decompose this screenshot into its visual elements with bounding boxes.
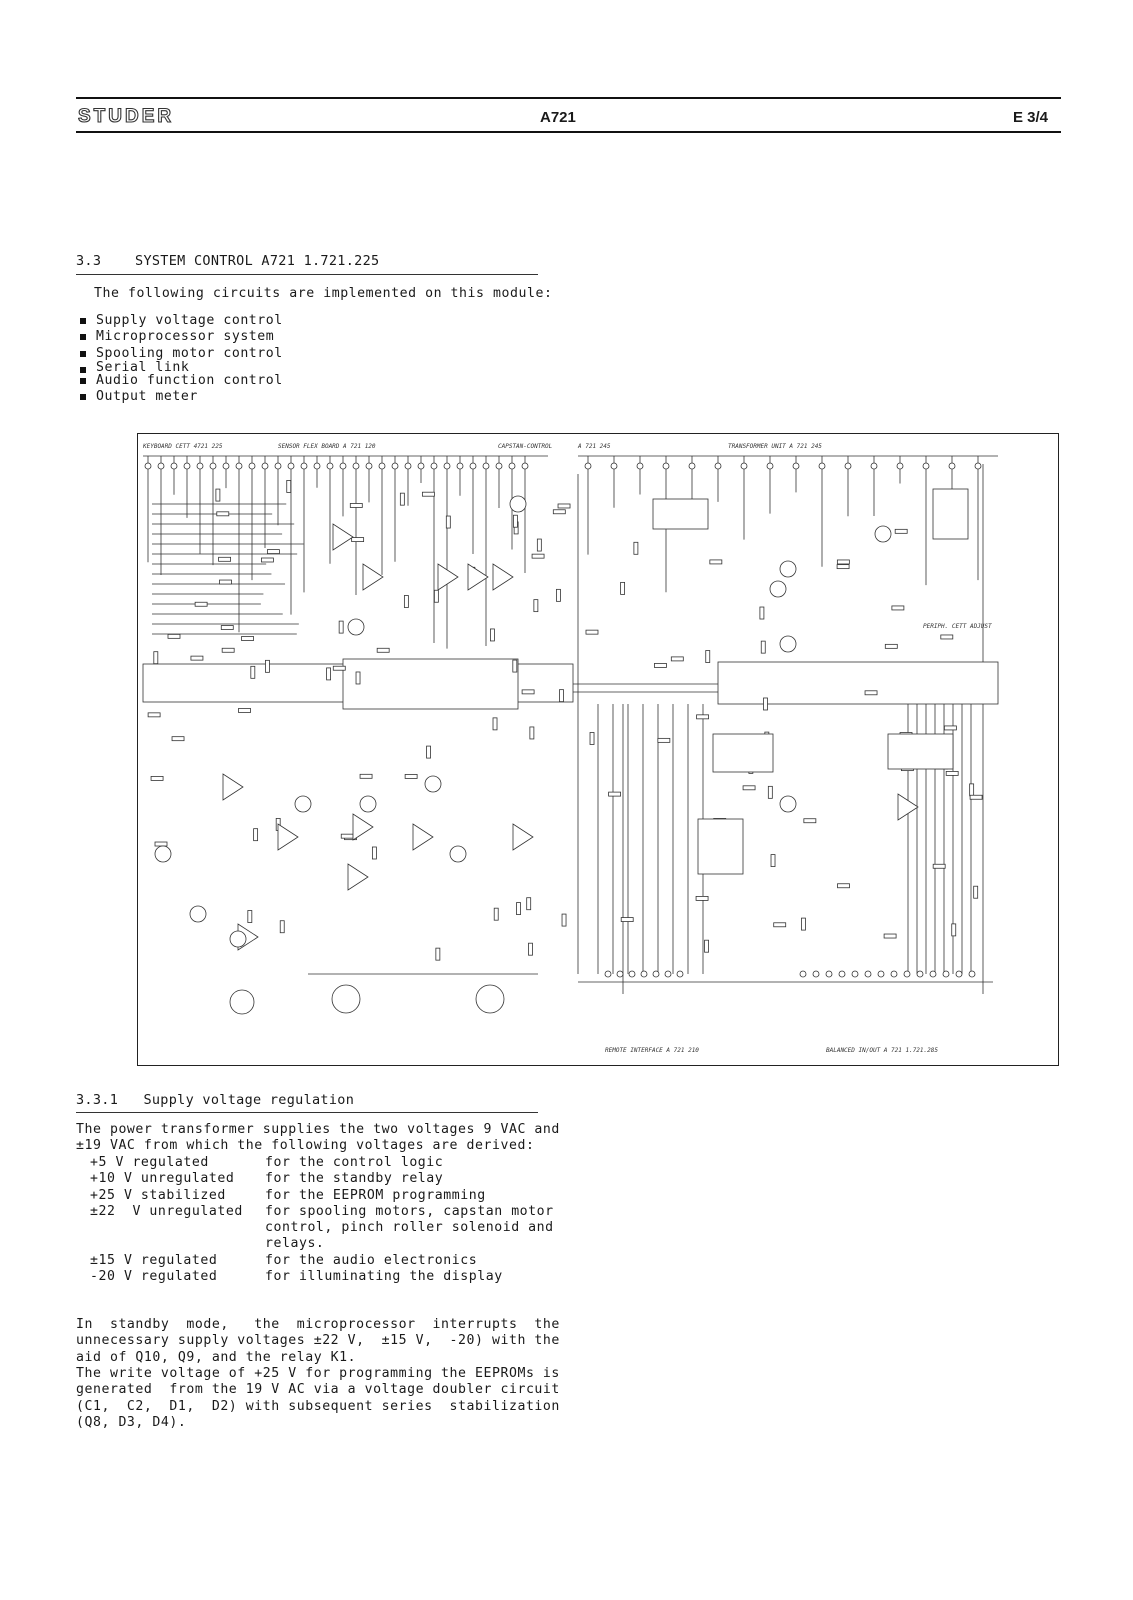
resistor [221,626,233,630]
resistor [534,600,538,612]
connector-pin [379,463,385,469]
resistor [952,924,956,936]
resistor [422,492,434,496]
transistor [770,581,786,597]
resistor [761,641,765,653]
table-row: +5 V regulated for the control logic [90,1155,444,1170]
connector-pin [741,463,747,469]
resistor [658,738,670,742]
connector-pin [800,971,806,977]
op-amp [438,564,458,590]
connector-pin [184,463,190,469]
connector-pin [943,971,949,977]
resistor [865,691,877,695]
connector-pin [949,463,955,469]
connector-pin [641,971,647,977]
resistor [763,698,767,710]
circuit-components [143,463,998,1014]
resistor [559,690,563,702]
table-row: -20 V regulated for illuminating the display [90,1269,503,1285]
resistor [970,784,974,796]
resistor [837,565,849,569]
op-amp [493,564,513,590]
connector-pin [767,463,773,469]
ext-vol-label: PERIPH. CETT ADJUST [923,623,992,630]
connector-pin [431,463,437,469]
resistor [522,690,534,694]
table-row: +25 V stabilized for the EEPROM programming [90,1187,486,1203]
ic-chip [653,499,708,529]
resistor [671,657,683,661]
connector-pin [923,463,929,469]
transistor [190,906,206,922]
resistor [248,911,252,923]
resistor [404,595,408,607]
resistor [352,538,364,542]
transistor [230,931,246,947]
connector-pin [522,463,528,469]
resistor [537,539,541,551]
transistor [450,846,466,862]
resistor [493,718,497,730]
resistor [195,602,207,606]
connector [230,990,254,1014]
resistor [267,550,279,554]
resistor [155,842,167,846]
resistor [517,903,521,915]
resistor [333,666,345,670]
keyboard-label: KEYBOARD CETT 4721 225 [143,443,223,450]
connector-pin [366,463,372,469]
schematic-drawing [138,434,1057,1064]
circuit-list [78,313,283,405]
table-row: ±15 V regulated for the audio electronics [90,1252,478,1268]
circuit-traces [143,456,998,994]
resistor [191,656,203,660]
resistor [280,921,284,933]
connector-pin [249,463,255,469]
op-amp [468,564,488,590]
transistor [295,796,311,812]
connector-pin [210,463,216,469]
section-intro: The following circuits are implemented on this module: [94,286,553,301]
connector-pin [969,971,975,977]
resistor [706,651,710,663]
connector-pin [236,463,242,469]
connector-pin [470,463,476,469]
header-bottom-rule [76,131,1061,133]
remote-label: REMOTE INTERFACE A 721 210 [605,1047,699,1054]
connector-pin [314,463,320,469]
op-amp [333,524,353,550]
connector-pin [617,971,623,977]
list-item: Supply voltage control [78,313,283,329]
resistor [405,774,417,778]
resistor [743,786,755,790]
resistor [895,529,907,533]
transistor [348,619,364,635]
header-top-rule [76,97,1061,99]
transistor [875,526,891,542]
connector-pin [418,463,424,469]
resistor [372,847,376,859]
ic-chip [343,659,518,709]
connector-pin [663,463,669,469]
table-row: +10 V unregulated for the standby relay [90,1171,444,1187]
resistor [933,864,945,868]
eeprom-paragraph: The write voltage of +25 V for programming the EEPROMs is generated from the 19 V AC via a voltage doubler circuit (C1, C2, D1, D2) with subsequent series stabilization (Q8, D3, D4). [76,1366,560,1430]
resistor [801,918,805,930]
ic-chip [713,734,773,772]
resistor [562,914,566,926]
resistor [254,829,258,841]
resistor [760,607,764,619]
connector-pin [865,971,871,977]
motor [332,985,360,1013]
studer-logo [78,106,204,126]
transistor [425,776,441,792]
resistor [609,792,621,796]
resistor [696,896,708,900]
section-rule [76,274,538,275]
transistor [780,636,796,652]
resistor [634,542,638,554]
resistor [837,560,849,564]
resistor [242,637,254,641]
section-heading [76,253,379,269]
resistor [654,663,666,667]
resistor [400,493,404,505]
section-number: 3.3 [76,253,102,269]
op-amp [513,824,533,850]
voltage-table [90,1155,554,1285]
resistor [216,489,220,501]
document-title: A721 [540,109,576,126]
subsection-rule [76,1112,538,1113]
resistor [944,726,956,730]
connector-pin [852,971,858,977]
connector-pin [405,463,411,469]
connector-pin [275,463,281,469]
resistor [884,934,896,938]
resistor [771,855,775,867]
op-amp [363,564,383,590]
resistor [341,834,353,838]
resistor [697,715,709,719]
resistor [527,898,531,910]
resistor [586,630,598,634]
resistor [265,660,269,672]
transistor [780,561,796,577]
connector-pin [629,971,635,977]
svg-text:STUDER: STUDER [78,106,175,126]
resistor [219,557,231,561]
subsection-heading [76,1092,354,1108]
connector-pin [340,463,346,469]
connector-pin [891,971,897,977]
resistor [239,708,251,712]
op-amp [223,774,243,800]
resistor [974,886,978,898]
resistor [590,732,594,744]
connector-pin [457,463,463,469]
connector-pin [917,971,923,977]
resistor [251,666,255,678]
sensor-flex-label: SENSOR FLEX BOARD A 721 120 [278,443,376,450]
op-amp [413,824,433,850]
op-amp [348,864,368,890]
motor [476,985,504,1013]
resistor [222,648,234,652]
connector-pin [444,463,450,469]
connector-pin [288,463,294,469]
resistor [705,940,709,952]
connector-pin [793,463,799,469]
resistor [621,582,625,594]
resistor [168,634,180,638]
connector-pin [392,463,398,469]
list-item: Microprocessor system [78,329,283,345]
connector-pin [845,463,851,469]
connector-pin [496,463,502,469]
resistor [838,884,850,888]
connector-pin [171,463,177,469]
resistor [434,590,438,602]
resistor [558,504,570,508]
resistor [151,776,163,780]
ic-chip [888,734,953,769]
op-amp [353,814,373,840]
transistor [780,796,796,812]
capstan-label: CAPSTAN-CONTROL [498,443,553,450]
connector-pin [611,463,617,469]
subsection-intro: The power transformer supplies the two voltages 9 VAC and ±19 VAC from which the following voltages are derived: [76,1122,560,1154]
subsection-number: 3.3.1 [76,1092,119,1108]
list-item: Output meter [78,389,283,405]
resistor [941,635,953,639]
subsection-title: Supply voltage regulation [143,1092,355,1108]
connector-pin [956,971,962,977]
connector-pin [930,971,936,977]
resistor [360,774,372,778]
resistor [154,652,158,664]
resistor [532,554,544,558]
resistor [219,580,231,584]
connector-pin [327,463,333,469]
connector-pin [826,971,832,977]
resistor [556,589,560,601]
resistor [528,943,532,955]
connector-pin [904,971,910,977]
connector-pin [353,463,359,469]
resistor [885,644,897,648]
resistor [350,503,362,507]
resistor [261,558,273,562]
connector-pin [878,971,884,977]
resistor [377,648,389,652]
list-item: Audio function control [78,373,283,389]
unit-ref-label: A 721 245 [578,443,611,450]
resistor [710,560,722,564]
connector-pin [715,463,721,469]
resistor [892,606,904,610]
resistor [774,923,786,927]
standby-paragraph: In standby mode, the microprocessor interrupts the unnecessary supply voltages ±22 V, ±15 V, -20) with the aid of Q10, Q9, and the relay K1. [76,1317,560,1365]
balanced-label: BALANCED IN/OUT A 721 1.721.285 [826,1047,938,1054]
transistor [155,846,171,862]
resistor [804,819,816,823]
connector-pin [677,971,683,977]
resistor [356,672,360,684]
connector-pin [158,463,164,469]
transformer-label: TRANSFORMER UNIT A 721 245 [728,443,822,450]
section-title: SYSTEM CONTROL A721 1.721.225 [135,253,380,269]
resistor [339,621,343,633]
resistor [217,512,229,516]
table-row: ±22 V unregulated for spooling motors, capstan motor control, pinch roller solenoid and relays. [90,1203,554,1252]
resistor [621,918,633,922]
resistor [494,908,498,920]
ic-chip [698,819,743,874]
connector-pin [653,971,659,977]
connector-pin [975,463,981,469]
resistor [513,515,517,527]
connector-pin [813,971,819,977]
resistor [553,510,565,514]
connector-pin [262,463,268,469]
connector-pin [483,463,489,469]
resistor [446,516,450,528]
connector-pin [897,463,903,469]
connector-pin [145,463,151,469]
resistor [768,786,772,798]
resistor [970,795,982,799]
ic-chip [933,489,968,539]
resistor [436,948,440,960]
connector-pin [509,463,515,469]
list-item: Serial link [78,362,283,373]
list-item: Spooling motor control [78,346,283,362]
resistor [530,727,534,739]
connector-pin [665,971,671,977]
connector-pin [839,971,845,977]
resistor [172,737,184,741]
page-number: E 3/4 [1013,109,1049,126]
resistor [427,746,431,758]
connector-pin [637,463,643,469]
connector-pin [197,463,203,469]
resistor [946,771,958,775]
resistor [148,713,160,717]
connector-pin [871,463,877,469]
transistor [360,796,376,812]
connector-pin [223,463,229,469]
schematic-diagram [137,433,1059,1066]
op-amp [278,824,298,850]
connector-pin [301,463,307,469]
ic-chip [718,662,998,704]
transistor [510,496,526,512]
resistor [513,660,517,672]
connector-pin [689,463,695,469]
connector-pin [819,463,825,469]
connector-pin [585,463,591,469]
resistor [327,668,331,680]
resistor [287,480,291,492]
resistor [490,629,494,641]
connector-pin [605,971,611,977]
